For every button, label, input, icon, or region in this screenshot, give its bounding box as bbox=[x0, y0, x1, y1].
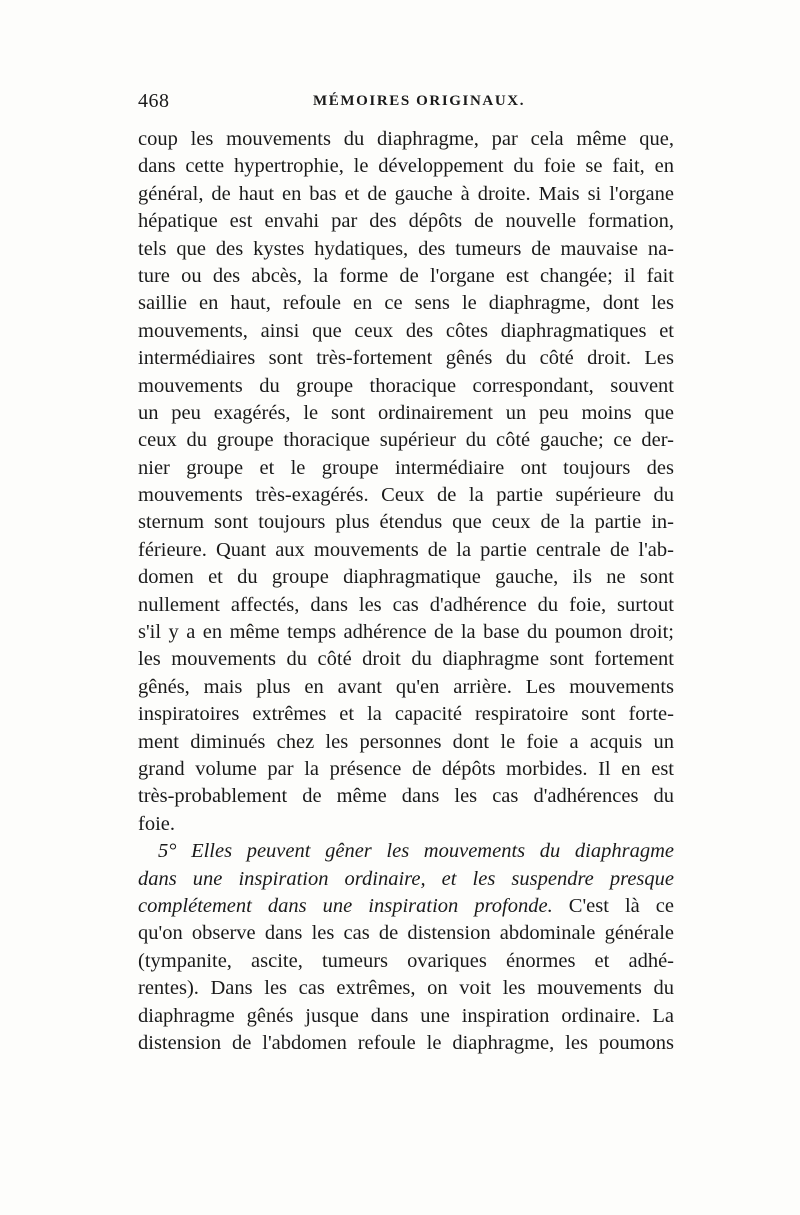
text-line: mouvements, ainsi que ceux des côtes diaphragmatiques et bbox=[138, 319, 674, 342]
text-line: dans une inspiration ordinaire, et les suspendre presque bbox=[138, 867, 674, 890]
text-line: nier groupe et le groupe intermédiaire ont toujours des bbox=[138, 456, 674, 479]
text-line: très-probablement de même dans les cas d'adhérences du bbox=[138, 785, 674, 808]
text-line: saillie en haut, refoule en ce sens le diaphragme, dont les bbox=[138, 292, 674, 315]
text-line: rentes). Dans les cas extrêmes, on voit les mouvements du bbox=[138, 977, 674, 1000]
paragraph-2 bbox=[138, 838, 674, 1057]
running-title: MÉMOIRES ORIGINAUX. bbox=[313, 93, 526, 109]
text-line: mouvements très-exagérés. Ceux de la partie supérieure du bbox=[138, 484, 674, 507]
text-line: nullement affectés, dans les cas d'adhérence du foie, surtout bbox=[138, 593, 674, 616]
text-line: général, de haut en bas et de gauche à droite. Mais si l'organe bbox=[138, 182, 674, 205]
text-line: hépatique est envahi par des dépôts de nouvelle formation, bbox=[138, 210, 674, 233]
text-line: (tympanite, ascite, tumeurs ovariques énormes et adhé- bbox=[138, 949, 674, 972]
text-line: les mouvements du côté droit du diaphragme sont fortement bbox=[138, 648, 674, 671]
text-line: s'il y a en même temps adhérence de la base du poumon droit; bbox=[138, 621, 674, 644]
text-line: gênés, mais plus en avant qu'en arrière. Les mouvements bbox=[138, 675, 674, 698]
running-head bbox=[138, 90, 674, 118]
text-line: sternum sont toujours plus étendus que ceux de la partie in- bbox=[138, 511, 674, 534]
text-line: ture ou des abcès, la forme de l'organe est changée; il fait bbox=[138, 264, 674, 287]
text-line: inspiratoires extrêmes et la capacité respiratoire sont forte- bbox=[138, 703, 674, 726]
text-line: domen et du groupe diaphragmatique gauche, ils ne sont bbox=[138, 566, 674, 589]
text-line bbox=[138, 893, 674, 920]
text-line: distension de l'abdomen refoule le diaphragme, les poumons bbox=[138, 1031, 674, 1054]
text-line: férieure. Quant aux mouvements de la partie centrale de l'ab- bbox=[138, 538, 674, 561]
text-line: tels que des kystes hydatiques, des tumeurs de mauvaise na- bbox=[138, 237, 674, 260]
text-line: ment diminués chez les personnes dont le foie a acquis un bbox=[138, 730, 674, 753]
text-line: 5° Elles peuvent gêner les mouvements du diaphragme bbox=[158, 840, 674, 863]
text-line: un peu exagérés, le sont ordinairement un peu moins que bbox=[138, 401, 674, 424]
text-line: grand volume par la présence de dépôts morbides. Il en est bbox=[138, 757, 674, 780]
page-number: 468 bbox=[138, 90, 170, 112]
italic-run: complétement dans une inspiration profonde. bbox=[138, 894, 553, 917]
text-line: ceux du groupe thoracique supérieur du côté gauche; ce der- bbox=[138, 429, 674, 452]
text-line: foie. bbox=[138, 812, 175, 835]
body-text bbox=[138, 126, 674, 1057]
text-line: dans cette hypertrophie, le développement du foie se fait, en bbox=[138, 155, 674, 178]
text-line: mouvements du groupe thoracique correspondant, souvent bbox=[138, 374, 674, 397]
text-line: coup les mouvements du diaphragme, par cela même que, bbox=[138, 128, 674, 150]
roman-run: C'est là ce bbox=[552, 894, 674, 917]
text-line: intermédiaires sont très-fortement gênés du côté droit. Les bbox=[138, 347, 674, 370]
paragraph-1 bbox=[138, 126, 674, 838]
text-line: qu'on observe dans les cas de distension abdominale générale bbox=[138, 922, 674, 945]
text-line: diaphragme gênés jusque dans une inspiration ordinaire. La bbox=[138, 1004, 674, 1027]
